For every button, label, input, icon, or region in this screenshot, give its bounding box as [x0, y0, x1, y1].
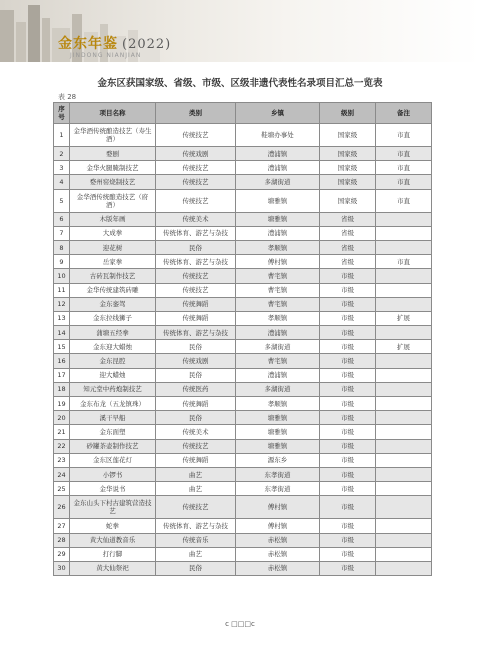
cell-index: 11	[54, 283, 70, 297]
table-row	[54, 189, 432, 212]
cell-remark: 市直	[376, 175, 432, 189]
brand-name: 金东年鉴	[58, 36, 118, 52]
table-title: 金东区获国家级、省级、市级、区级非遗代表性名录项目汇总一览表	[97, 78, 383, 89]
cell-category: 民俗	[156, 240, 236, 254]
cell-remark	[376, 533, 432, 547]
cell-remark	[376, 283, 432, 297]
cell-town: 孝顺镇	[236, 240, 320, 254]
cell-town: 曹宅镇	[236, 269, 320, 283]
cell-name: 婺州窑烧制技艺	[70, 175, 156, 189]
table-row	[54, 147, 432, 161]
cell-town: 曹宅镇	[236, 354, 320, 368]
cell-town: 多湖街道	[236, 382, 320, 396]
cell-name: 岳家拳	[70, 255, 156, 269]
cell-category: 传统体育、游艺与杂技	[156, 255, 236, 269]
cell-town: 东孝街道	[236, 467, 320, 481]
cell-name: 知元堂中药炮制技艺	[70, 382, 156, 396]
cell-town: 孝顺镇	[236, 311, 320, 325]
cell-town: 澧浦镇	[236, 161, 320, 175]
cell-town: 赤松镇	[236, 533, 320, 547]
table-number: 表 28	[58, 93, 77, 101]
table-row	[54, 161, 432, 175]
col-header-category: 类别	[156, 103, 236, 124]
cell-remark	[376, 382, 432, 396]
cell-town: 多湖街道	[236, 175, 320, 189]
cell-name: 金华说书	[70, 482, 156, 496]
cell-remark	[376, 297, 432, 311]
cell-category: 传统技艺	[156, 269, 236, 283]
cell-name: 蛇拳	[70, 519, 156, 533]
cell-level: 市级	[320, 411, 376, 425]
cell-index: 24	[54, 467, 70, 481]
cell-index: 6	[54, 212, 70, 226]
cell-category: 曲艺	[156, 482, 236, 496]
cell-town: 傅村镇	[236, 496, 320, 519]
cell-town: 曹宅镇	[236, 297, 320, 311]
table-row	[54, 382, 432, 396]
cell-index: 19	[54, 397, 70, 411]
table-row	[54, 547, 432, 561]
cell-level: 市级	[320, 439, 376, 453]
cell-name: 金华传统建筑砖雕	[70, 283, 156, 297]
cell-category: 传统舞蹈	[156, 297, 236, 311]
cell-category: 传统医药	[156, 382, 236, 396]
cell-category: 传统体育、游艺与杂技	[156, 326, 236, 340]
cell-remark	[376, 411, 432, 425]
cell-town: 塘雅镇	[236, 425, 320, 439]
cell-name: 金华火腿腌制技艺	[70, 161, 156, 175]
cell-level: 市级	[320, 425, 376, 439]
cell-level: 市级	[320, 547, 376, 561]
cell-town: 塘雅镇	[236, 212, 320, 226]
cell-town: 塘雅镇	[236, 439, 320, 453]
cell-town: 澧浦镇	[236, 147, 320, 161]
cell-index: 25	[54, 482, 70, 496]
cell-level: 市级	[320, 269, 376, 283]
cell-category: 传统技艺	[156, 189, 236, 212]
table-row	[54, 212, 432, 226]
cell-level: 市级	[320, 354, 376, 368]
cell-level: 市级	[320, 382, 376, 396]
cell-level: 市级	[320, 368, 376, 382]
brand-pinyin: JINDONG NIANJIAN	[70, 52, 142, 59]
table-row	[54, 354, 432, 368]
cell-level: 国家级	[320, 161, 376, 175]
cell-remark: 市直	[376, 161, 432, 175]
table-row	[54, 226, 432, 240]
cell-name: 金东銮驾	[70, 297, 156, 311]
table-row	[54, 439, 432, 453]
cell-index: 27	[54, 519, 70, 533]
cell-name: 迎花树	[70, 240, 156, 254]
cell-category: 曲艺	[156, 467, 236, 481]
cell-index: 13	[54, 311, 70, 325]
table-row	[54, 283, 432, 297]
heritage-table	[53, 102, 432, 576]
cell-category: 传统舞蹈	[156, 311, 236, 325]
cell-level: 省级	[320, 240, 376, 254]
cell-remark	[376, 496, 432, 519]
cell-town: 澧浦镇	[236, 226, 320, 240]
cell-index: 18	[54, 382, 70, 396]
cell-index: 5	[54, 189, 70, 212]
cell-remark: 市直	[376, 147, 432, 161]
cell-name: 黄大仙道教音乐	[70, 533, 156, 547]
cell-remark: 扩展	[376, 340, 432, 354]
cell-index: 21	[54, 425, 70, 439]
cell-remark	[376, 368, 432, 382]
table-header	[54, 103, 432, 124]
cell-level: 省级	[320, 212, 376, 226]
cell-index: 29	[54, 547, 70, 561]
col-header-level: 级别	[320, 103, 376, 124]
cell-remark	[376, 269, 432, 283]
table-row	[54, 411, 432, 425]
table-row	[54, 533, 432, 547]
cell-remark	[376, 212, 432, 226]
table-row	[54, 240, 432, 254]
cell-index: 10	[54, 269, 70, 283]
cell-index: 9	[54, 255, 70, 269]
cell-category: 传统技艺	[156, 175, 236, 189]
cell-name: 小锣书	[70, 467, 156, 481]
cell-remark	[376, 519, 432, 533]
cell-level: 市级	[320, 533, 376, 547]
cell-town: 赤松镇	[236, 561, 320, 575]
table-row	[54, 519, 432, 533]
cell-index: 7	[54, 226, 70, 240]
cell-category: 曲艺	[156, 547, 236, 561]
cell-level: 市级	[320, 482, 376, 496]
cell-category: 传统技艺	[156, 124, 236, 147]
cell-category: 民俗	[156, 411, 236, 425]
cell-index: 22	[54, 439, 70, 453]
cell-town: 澧浦镇	[236, 326, 320, 340]
cell-index: 12	[54, 297, 70, 311]
cell-index: 2	[54, 147, 70, 161]
cell-level: 国家级	[320, 189, 376, 212]
table-row	[54, 175, 432, 189]
cell-category: 传统体育、游艺与杂技	[156, 519, 236, 533]
cell-name: 婺剧	[70, 147, 156, 161]
cell-level: 市级	[320, 297, 376, 311]
cell-town: 澧浦镇	[236, 368, 320, 382]
table-row	[54, 496, 432, 519]
cell-category: 民俗	[156, 561, 236, 575]
cell-town: 塘雅镇	[236, 411, 320, 425]
cell-category: 传统美术	[156, 212, 236, 226]
table-row	[54, 482, 432, 496]
cell-remark: 扩展	[376, 311, 432, 325]
cell-index: 26	[54, 496, 70, 519]
table-row	[54, 453, 432, 467]
cell-town: 东孝街道	[236, 482, 320, 496]
cell-level: 省级	[320, 226, 376, 240]
cell-name: 金东布龙（五龙镇珠）	[70, 397, 156, 411]
cell-town: 多湖街道	[236, 340, 320, 354]
cell-name: 溪干早船	[70, 411, 156, 425]
cell-remark	[376, 326, 432, 340]
cell-town: 赤松镇	[236, 547, 320, 561]
cell-remark: 市直	[376, 255, 432, 269]
col-header-remark: 备注	[376, 103, 432, 124]
cell-category: 传统舞蹈	[156, 397, 236, 411]
cell-remark	[376, 397, 432, 411]
cell-index: 23	[54, 453, 70, 467]
cell-name: 蒲塘五经拳	[70, 326, 156, 340]
col-header-town: 乡镇	[236, 103, 320, 124]
cell-category: 传统技艺	[156, 439, 236, 453]
cell-name: 金东拉线狮子	[70, 311, 156, 325]
cell-name: 金东迎大蜡烛	[70, 340, 156, 354]
cell-town: 孝顺镇	[236, 397, 320, 411]
cell-town: 傅村镇	[236, 519, 320, 533]
cell-index: 16	[54, 354, 70, 368]
cell-name: 大成拳	[70, 226, 156, 240]
cell-index: 8	[54, 240, 70, 254]
cell-index: 30	[54, 561, 70, 575]
cell-remark	[376, 439, 432, 453]
cell-remark	[376, 425, 432, 439]
cell-name: 金东昆腔	[70, 354, 156, 368]
cell-name: 金东面塑	[70, 425, 156, 439]
yearbook-brand	[58, 33, 171, 53]
col-header-index: 序号	[54, 103, 70, 124]
cell-index: 28	[54, 533, 70, 547]
cell-remark	[376, 547, 432, 561]
table-row	[54, 297, 432, 311]
cell-remark	[376, 354, 432, 368]
cell-name: 金东区莲花灯	[70, 453, 156, 467]
cell-level: 市级	[320, 467, 376, 481]
cell-town: 塘雅镇	[236, 189, 320, 212]
cell-remark: 市直	[376, 189, 432, 212]
table-row	[54, 311, 432, 325]
cell-remark	[376, 467, 432, 481]
cell-category: 民俗	[156, 340, 236, 354]
table-row	[54, 124, 432, 147]
table-row	[54, 269, 432, 283]
table-row	[54, 561, 432, 575]
cell-town: 曹宅镇	[236, 283, 320, 297]
cell-category: 传统体育、游艺与杂技	[156, 226, 236, 240]
cell-town: 鞋塘办事处	[236, 124, 320, 147]
cell-level: 市级	[320, 496, 376, 519]
cell-level: 市级	[320, 397, 376, 411]
cell-level: 市级	[320, 311, 376, 325]
cell-remark	[376, 453, 432, 467]
cell-level: 国家级	[320, 175, 376, 189]
table-body	[54, 124, 432, 576]
cell-name: 迎大蜡烛	[70, 368, 156, 382]
cell-category: 传统舞蹈	[156, 453, 236, 467]
brand-year: (2022)	[122, 37, 172, 52]
cell-town: 傅村镇	[236, 255, 320, 269]
cell-name: 木版年画	[70, 212, 156, 226]
cell-name: 金华酒传统酿造技艺（寿生酒）	[70, 124, 156, 147]
cell-index: 17	[54, 368, 70, 382]
cell-level: 市级	[320, 519, 376, 533]
cell-index: 20	[54, 411, 70, 425]
cell-town: 源东乡	[236, 453, 320, 467]
cell-name: 金东山头下村古建筑营造技艺	[70, 496, 156, 519]
cell-index: 4	[54, 175, 70, 189]
cell-level: 市级	[320, 561, 376, 575]
cell-name: 金华酒传统酿造技艺（府酒）	[70, 189, 156, 212]
table-row	[54, 326, 432, 340]
page-header	[0, 0, 480, 62]
table-row	[54, 255, 432, 269]
cell-name: 砂罐茶壶制作技艺	[70, 439, 156, 453]
cell-name: 黄大仙祭祀	[70, 561, 156, 575]
cell-index: 15	[54, 340, 70, 354]
cell-index: 3	[54, 161, 70, 175]
cell-remark	[376, 561, 432, 575]
cell-remark	[376, 240, 432, 254]
cell-index: 14	[54, 326, 70, 340]
cell-category: 传统技艺	[156, 496, 236, 519]
cell-level: 市级	[320, 453, 376, 467]
table-row	[54, 340, 432, 354]
cell-remark: 市直	[376, 124, 432, 147]
cell-level: 市级	[320, 340, 376, 354]
cell-category: 传统音乐	[156, 533, 236, 547]
cell-level: 省级	[320, 255, 376, 269]
col-header-name: 项目名称	[70, 103, 156, 124]
cell-level: 国家级	[320, 147, 376, 161]
cell-name: 古砖瓦制作技艺	[70, 269, 156, 283]
table-row	[54, 397, 432, 411]
cell-category: 传统技艺	[156, 283, 236, 297]
cell-name: 打行脚	[70, 547, 156, 561]
cell-category: 传统美术	[156, 425, 236, 439]
cell-level: 市级	[320, 326, 376, 340]
table-row	[54, 467, 432, 481]
cell-category: 传统戏剧	[156, 354, 236, 368]
cell-level: 国家级	[320, 124, 376, 147]
header-row	[54, 103, 432, 124]
cell-category: 传统技艺	[156, 161, 236, 175]
cell-remark	[376, 226, 432, 240]
cell-category: 民俗	[156, 368, 236, 382]
table-row	[54, 368, 432, 382]
cell-remark	[376, 482, 432, 496]
cell-level: 市级	[320, 283, 376, 297]
cell-category: 传统戏剧	[156, 147, 236, 161]
page-footer: c □□□c	[225, 620, 255, 628]
table-row	[54, 425, 432, 439]
cell-index: 1	[54, 124, 70, 147]
